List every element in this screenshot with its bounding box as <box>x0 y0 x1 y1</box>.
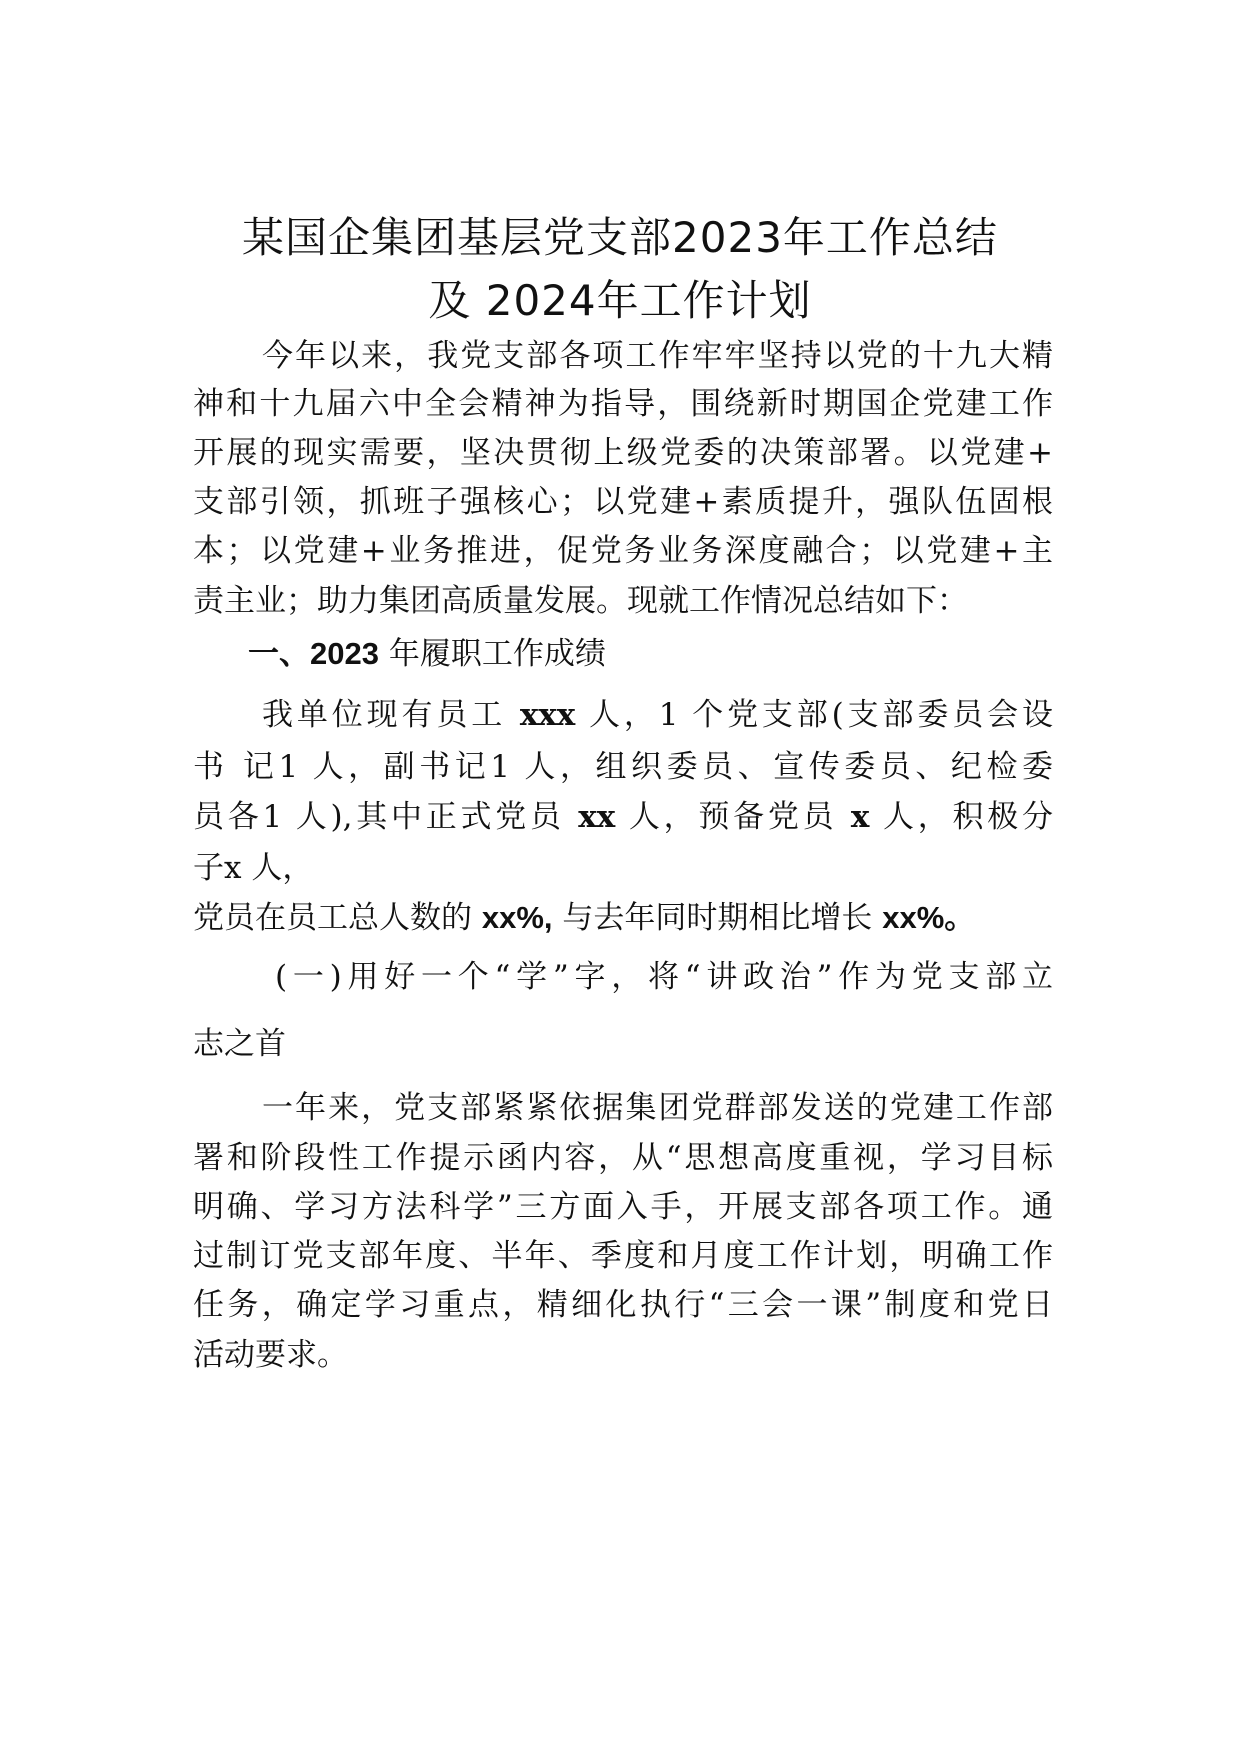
staff-line <box>193 898 1053 938</box>
intro-line: 开展的现实需要，坚决贯彻上级党委的决策部署。以党建+ <box>193 435 1053 471</box>
staff-line <box>262 695 1053 735</box>
section-1-heading <box>248 634 606 674</box>
section-1-heading-year: 2023 <box>310 636 379 671</box>
body-line: 活动要求。 <box>193 1337 348 1373</box>
staff-text: 人，积极分 <box>869 799 1053 835</box>
section-1-heading-text: 年履职工作成绩 <box>378 636 606 672</box>
staff-line: 子x 人， <box>193 850 314 886</box>
intro-line: 责主业；助力集团高质量发展。现就工作情况总结如下： <box>193 583 968 619</box>
section-1-heading-prefix: 一、 <box>248 636 310 672</box>
subsection-1-heading-line-2: 志之首 <box>193 1026 286 1062</box>
staff-text: 我单位现有员工 <box>262 697 520 733</box>
staff-line: 书 记1 人，副书记1 人，组织委员、宣传委员、纪检委 <box>193 749 1053 785</box>
subsection-1-heading-line-1: (一)用好一个“学”字，将“讲政治”作为党支部立 <box>275 959 1053 995</box>
staff-count-placeholder: xxx <box>519 697 576 733</box>
member-count-placeholder: xx <box>578 799 616 835</box>
staff-text: 与去年同时期相比增长 <box>552 900 883 936</box>
staff-text: 人，预备党员 <box>615 799 851 835</box>
intro-line: 神和十九届六中全会精神为指导，围绕新时期国企党建工作 <box>193 386 1053 422</box>
staff-line <box>193 797 1053 837</box>
intro-line: 支部引领，抓班子强核心；以党建+素质提升，强队伍固根 <box>193 484 1053 520</box>
document-title-line-2: 及 2024年工作计划 <box>428 276 812 325</box>
growth-ratio-placeholder: xx%。 <box>882 900 976 935</box>
intro-line: 本；以党建+业务推进，促党务业务深度融合；以党建+主 <box>193 533 1053 569</box>
document-title-line-1: 某国企集团基层党支部2023年工作总结 <box>242 213 998 262</box>
member-ratio-placeholder: xx%, <box>481 900 553 935</box>
body-line: 一年来，党支部紧紧依据集团党群部发送的党建工作部 <box>262 1090 1053 1126</box>
staff-text: 员各1 人),其中正式党员 <box>193 799 579 835</box>
staff-text: 党员在员工总人数的 <box>193 900 482 936</box>
body-line: 署和阶段性工作提示函内容，从“思想高度重视，学习目标 <box>193 1140 1053 1176</box>
staff-text: 人，1 个党支部(支部委员会设 <box>575 697 1053 733</box>
body-line: 任务，确定学习重点，精细化执行“三会一课”制度和党日 <box>193 1287 1053 1323</box>
body-line: 明确、学习方法科学”三方面入手，开展支部各项工作。通 <box>193 1189 1053 1225</box>
probationary-count-placeholder: x <box>850 799 870 835</box>
intro-line: 今年以来，我党支部各项工作牢牢坚持以党的十九大精 <box>262 338 1053 374</box>
body-line: 过制订党支部年度、半年、季度和月度工作计划，明确工作 <box>193 1238 1053 1274</box>
